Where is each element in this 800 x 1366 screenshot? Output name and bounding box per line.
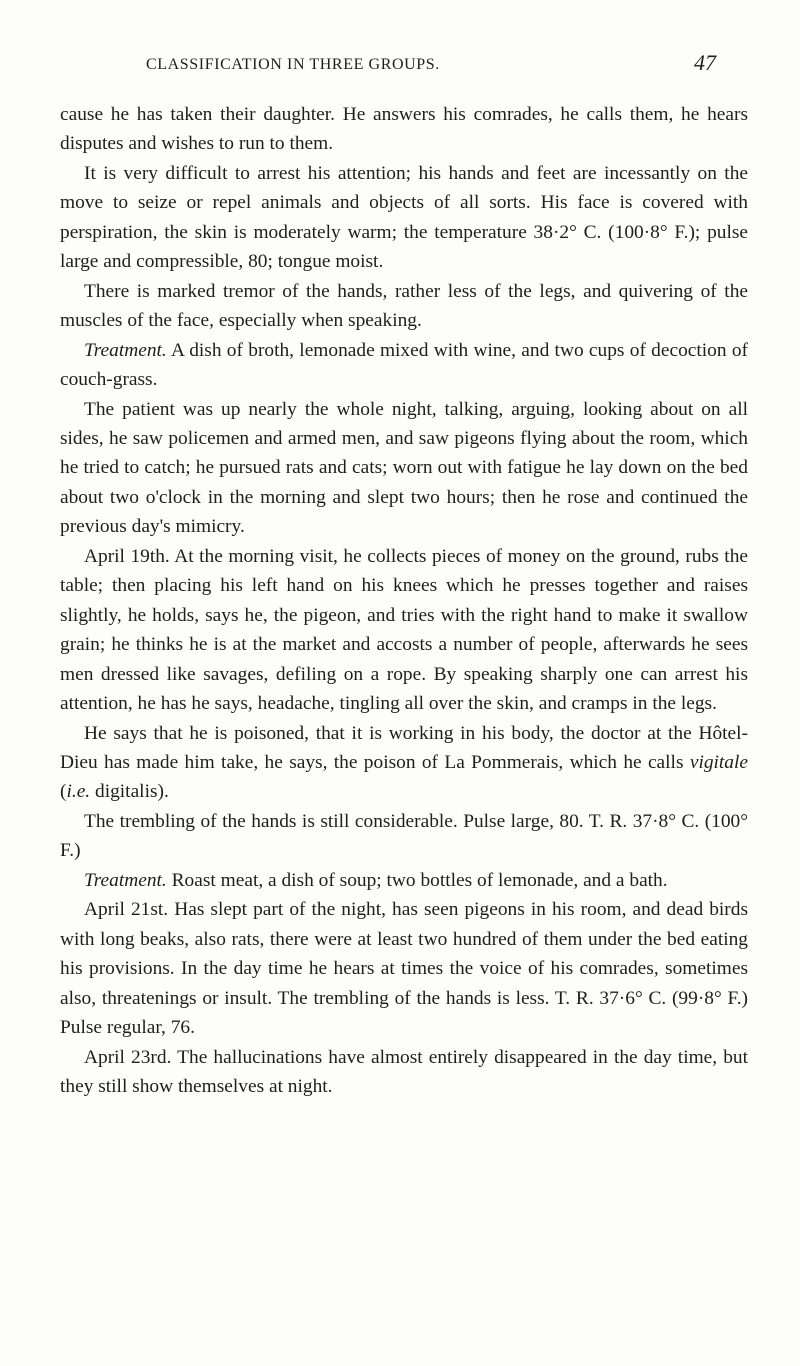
paragraph: cause he has taken their daughter. He answers his comrades, he calls them, he hears disputes and wishes to run to them.: [60, 104, 748, 155]
treatment-label: Treatment.: [84, 339, 167, 361]
paragraph-text: digitalis).: [90, 781, 169, 803]
italic-term: vigitale: [689, 751, 748, 773]
paragraph: April 21st. Has slept part of the night, has seen pigeons in his room, and dead birds with long beaks, also rats, there were at least two hundred of them under the bed eating his provisions. In the day time he hears at times the voice of his comrades, sometimes also, threatenings or insult. The trembling of the hands is less. T. R. 37·6° C. (99·8° F.) Pulse regular, 76.: [60, 899, 748, 1039]
paragraph: The patient was up nearly the whole night, talking, arguing, looking about on all sides, he saw policemen and armed men, and saw pigeons flying about the room, which he tried to catch; he pursued rats and cats; worn out with fatigue he lay down on the bed about two o'clock in the morning and slept two hours; then he rose and continued the previous day's mimicry.: [60, 398, 748, 538]
page-number: 47: [694, 50, 716, 75]
paragraph: [60, 866, 748, 895]
paragraph: It is very difficult to arrest his attention; his hands and feet are incessantly on the move to seize or repel animals and objects of all sorts. His face is covered with perspiration, the skin is moderately warm; the temperature 38·2° C. (100·8° F.); pulse large and compressible, 80; tongue moist.: [60, 162, 748, 273]
running-title: CLASSIFICATION IN THREE GROUPS.: [146, 56, 440, 73]
paragraph-text: Roast meat, a dish of soup; two bottles of lemonade, and a bath.: [166, 869, 668, 891]
paragraph: The trembling of the hands is still considerable. Pulse large, 80. T. R. 37·8° C. (100° F.): [60, 810, 748, 862]
treatment-label: Treatment.: [84, 869, 167, 891]
paragraph: [60, 336, 748, 395]
paragraph: April 19th. At the morning visit, he collects pieces of money on the ground, rubs the table; then placing his left hand on his knees which he presses together and raises slightly, he holds, says he, the pigeon, and tries with the right hand to make it swallow grain; he thinks he is at the market and accosts a number of people, afterwards he sees men dressed like savages, defiling on a rope. By speaking sharply one can arrest his attention, he has he says, headache, tingling all over the skin, and cramps in the legs.: [60, 545, 748, 715]
paragraph: There is marked tremor of the hands, rather less of the legs, and quivering of the muscles of the face, especially when speaking.: [60, 280, 748, 332]
body-text: [60, 100, 748, 1101]
italic-term: i.e.: [66, 781, 91, 803]
paragraph-text: He says that he is poisoned, that it is working in his body, the doctor at the Hôtel-Dieu has made him take, he says, the poison of La Pommerais, which he calls: [60, 722, 748, 773]
paragraph: April 23rd. The hallucinations have almost entirely disappeared in the day time, but they still show themselves at night.: [60, 1046, 748, 1097]
paragraph-text: (: [60, 781, 67, 803]
paragraph: [60, 719, 748, 807]
paragraph-text: A dish of broth, lemonade mixed with wine, and two cups of decoction of couch-grass.: [60, 339, 748, 391]
